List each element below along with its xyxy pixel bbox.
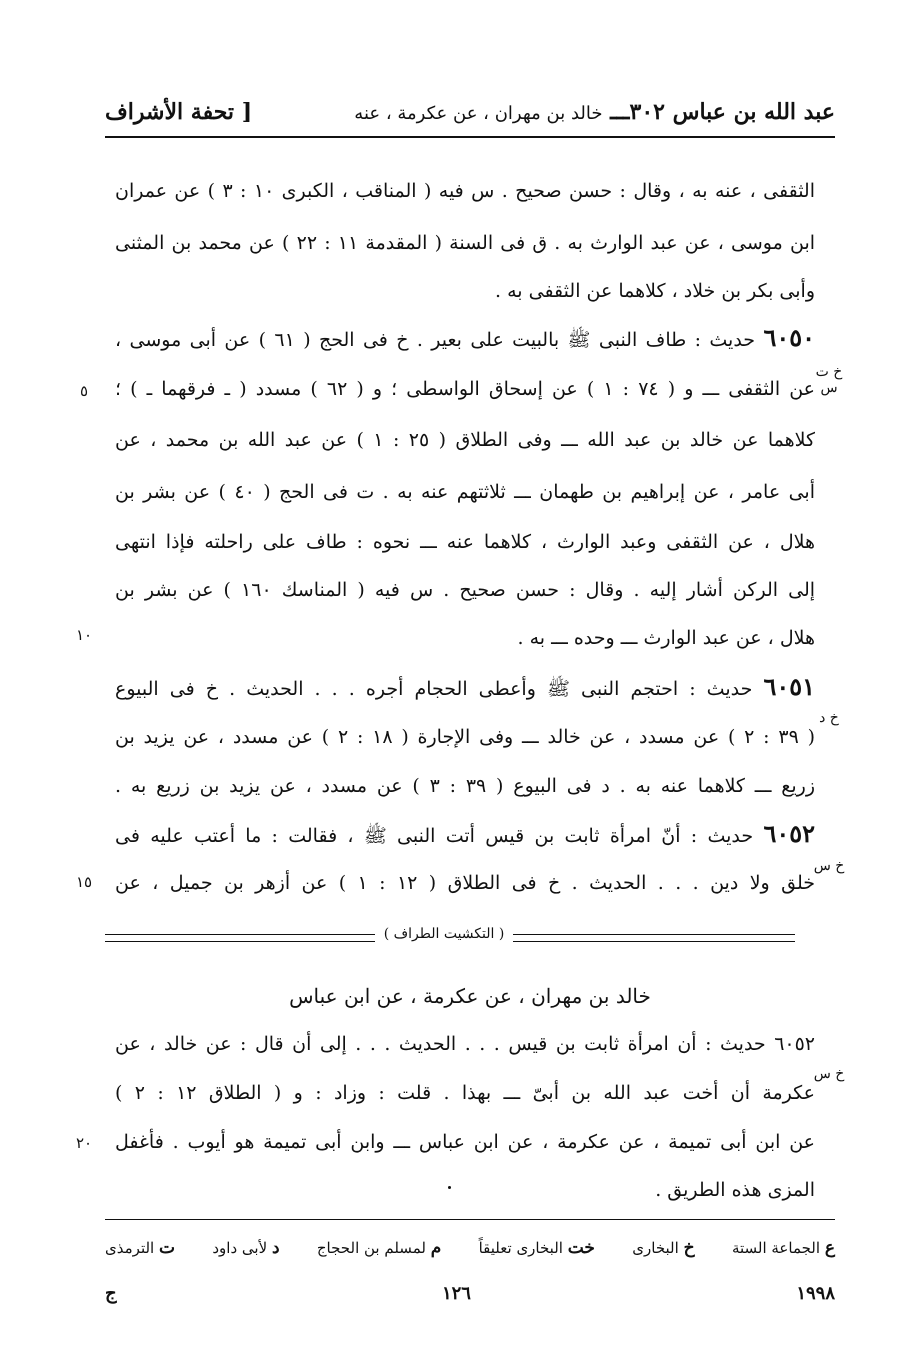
text-line-5: عن الثقفى ـــ و ( ٧٤ : ١ ) عن إسحاق الواسطى ؛ و ( ٦٢ ) مسدد ( ـ فرقهما ـ ) ؛ (115, 378, 815, 400)
abbr-item: خ البخارى (632, 1238, 695, 1258)
header-title-sub: خالد بن مهران ، عن عكرمة ، عنه (354, 103, 603, 124)
text-line-6: كلاهما عن خالد بن عبد الله ـــ وفى الطلاق ( ٢٥ : ١ ) عن عبد الله بن محمد ، عن (115, 429, 815, 451)
footer-rule (105, 1219, 835, 1220)
text-line-13: زريع ـــ كلاهما عنه به . د فى البيوع ( ٣٩ : ٣ ) عن مسدد ، عن يزيد بن زريع به . (115, 775, 815, 797)
text-line-3: وأبى بكر بن خلاد ، كلاهما عن الثقفى به . (495, 280, 815, 302)
text-line-9: إلى الركن أشار إليه . وقال : حسن صحيح . س فيه ( المناسك ١٦٠ ) عن بشر بن (115, 579, 815, 601)
line-number: ٥ (79, 382, 89, 400)
hadith-6050-text: حديث : طاف النبى ﷺ بالبيت على بعير . خ فى الحج ( ٦١ ) عن أبى موسى ، (115, 329, 756, 351)
running-header (105, 92, 835, 132)
hadith-6051-line (115, 672, 815, 704)
signature-mark: ج (105, 1282, 117, 1304)
line-number: ٢٠ (75, 1134, 93, 1152)
header-title-main: عبد الله بن عباس ٣٠٢ـــ (610, 99, 835, 125)
abbr-item: خت البخارى تعليقاً (478, 1238, 595, 1258)
header-book-title: [ تحفة الأشراف (105, 99, 253, 125)
hadith-number: ٦٠٥٠ (763, 323, 815, 352)
hadith-6052-text: حديث : أنّ امرأة ثابت بن قيس أتت النبى ﷺ ، فقالت : ما أعتب عليه فى (115, 825, 754, 847)
addendum-text-1: حديث : أن امرأة ثابت بن قيس . . . الحديث . . . إلى أن قال : عن خالد ، عن (115, 1033, 766, 1055)
addendum-text-4: المزى هذه الطريق . (655, 1179, 815, 1201)
margin-symbol: خ س (813, 1066, 845, 1082)
section-subheading: خالد بن مهران ، عن عكرمة ، عن ابن عباس (289, 984, 651, 1008)
hadith-number: ٦٠٥٢ (774, 1033, 815, 1055)
header-title (354, 99, 835, 125)
divider-rule-right (513, 934, 795, 942)
text-line-15: خلق ولا دين . . . الحديث . خ فى الطلاق ( ١٢ : ١ ) عن أزهر بن جميل ، عن (115, 872, 815, 894)
addendum-text-3: عن ابن أبى تميمة ، عن عكرمة ، عن ابن عباس ـــ وابن أبى تميمة هو أيوب . فأغفل (115, 1131, 815, 1153)
page-footer (105, 1278, 835, 1308)
page-number: ١٢٦ (441, 1282, 471, 1304)
text-line-10: هلال ، عن عبد الوارث ـــ وحده ـــ به . (517, 627, 815, 649)
divider-rule-left (105, 934, 375, 942)
hadith-6052-line (115, 819, 815, 851)
abbr-item: ع الجماعة الستة (731, 1238, 835, 1258)
hadith-6051-text: حديث : احتجم النبى ﷺ وأعطى الحجام أجره . . . الحديث . خ فى البيوع (115, 678, 753, 700)
line-number: ١٥ (75, 873, 93, 891)
abbreviation-key (105, 1235, 835, 1261)
abbr-item: ت الترمذى (105, 1238, 176, 1258)
margin-symbol: خ ت س (815, 364, 843, 396)
line-number: ١٠ (75, 626, 93, 644)
addendum-hadith-line (115, 1029, 815, 1061)
margin-symbol: خ د (819, 710, 839, 726)
text-line-12: ( ٣٩ : ٢ ) عن مسدد ، عن خالد ـــ وفى الإجارة ( ١٨ : ٢ ) عن مسدد ، عن يزيد بن (115, 726, 815, 748)
abbr-item: د لأبى داود (212, 1238, 280, 1258)
divider-label: ( التكشيت الطراف ) (383, 926, 505, 942)
text-line-1: الثقفى ، عنه به ، وقال : حسن صحيح . س فيه ( المناقب ، الكبرى ١٠ : ٣ ) عن عمران (115, 180, 815, 202)
text-line-8: هلال ، عن الثقفى وعبد الوارث ، كلاهما عنه ـــ نحوه : طاف على راحلته فإذا انتهى (115, 531, 815, 553)
section-divider (105, 926, 795, 950)
volume-number: ١٩٩٨ (796, 1282, 835, 1304)
hadith-6050-line (115, 323, 815, 355)
header-rule (105, 136, 835, 138)
hadith-number: ٦٠٥١ (763, 672, 815, 701)
addendum-text-2: عكرمة أن أخت عبد الله بن أبىّ ـــ بهذا . قلت : وزاد : و ( الطلاق ١٢ : ٢ ) (115, 1082, 815, 1104)
text-line-2: ابن موسى ، عن عبد الوارث به . ق فى السنة ( المقدمة ١١ : ٢٢ ) عن محمد بن المثنى (115, 232, 815, 254)
hadith-number: ٦٠٥٢ (763, 819, 815, 848)
margin-symbol: خ س (813, 858, 845, 874)
abbr-item: م لمسلم بن الحجاج (316, 1238, 442, 1258)
text-line-7: أبى عامر ، عن إبراهيم بن طهمان ـــ ثلاثتهم عنه به . ت فى الحج ( ٤٠ ) عن بشر بن (115, 481, 815, 503)
ink-dot (448, 1186, 451, 1189)
